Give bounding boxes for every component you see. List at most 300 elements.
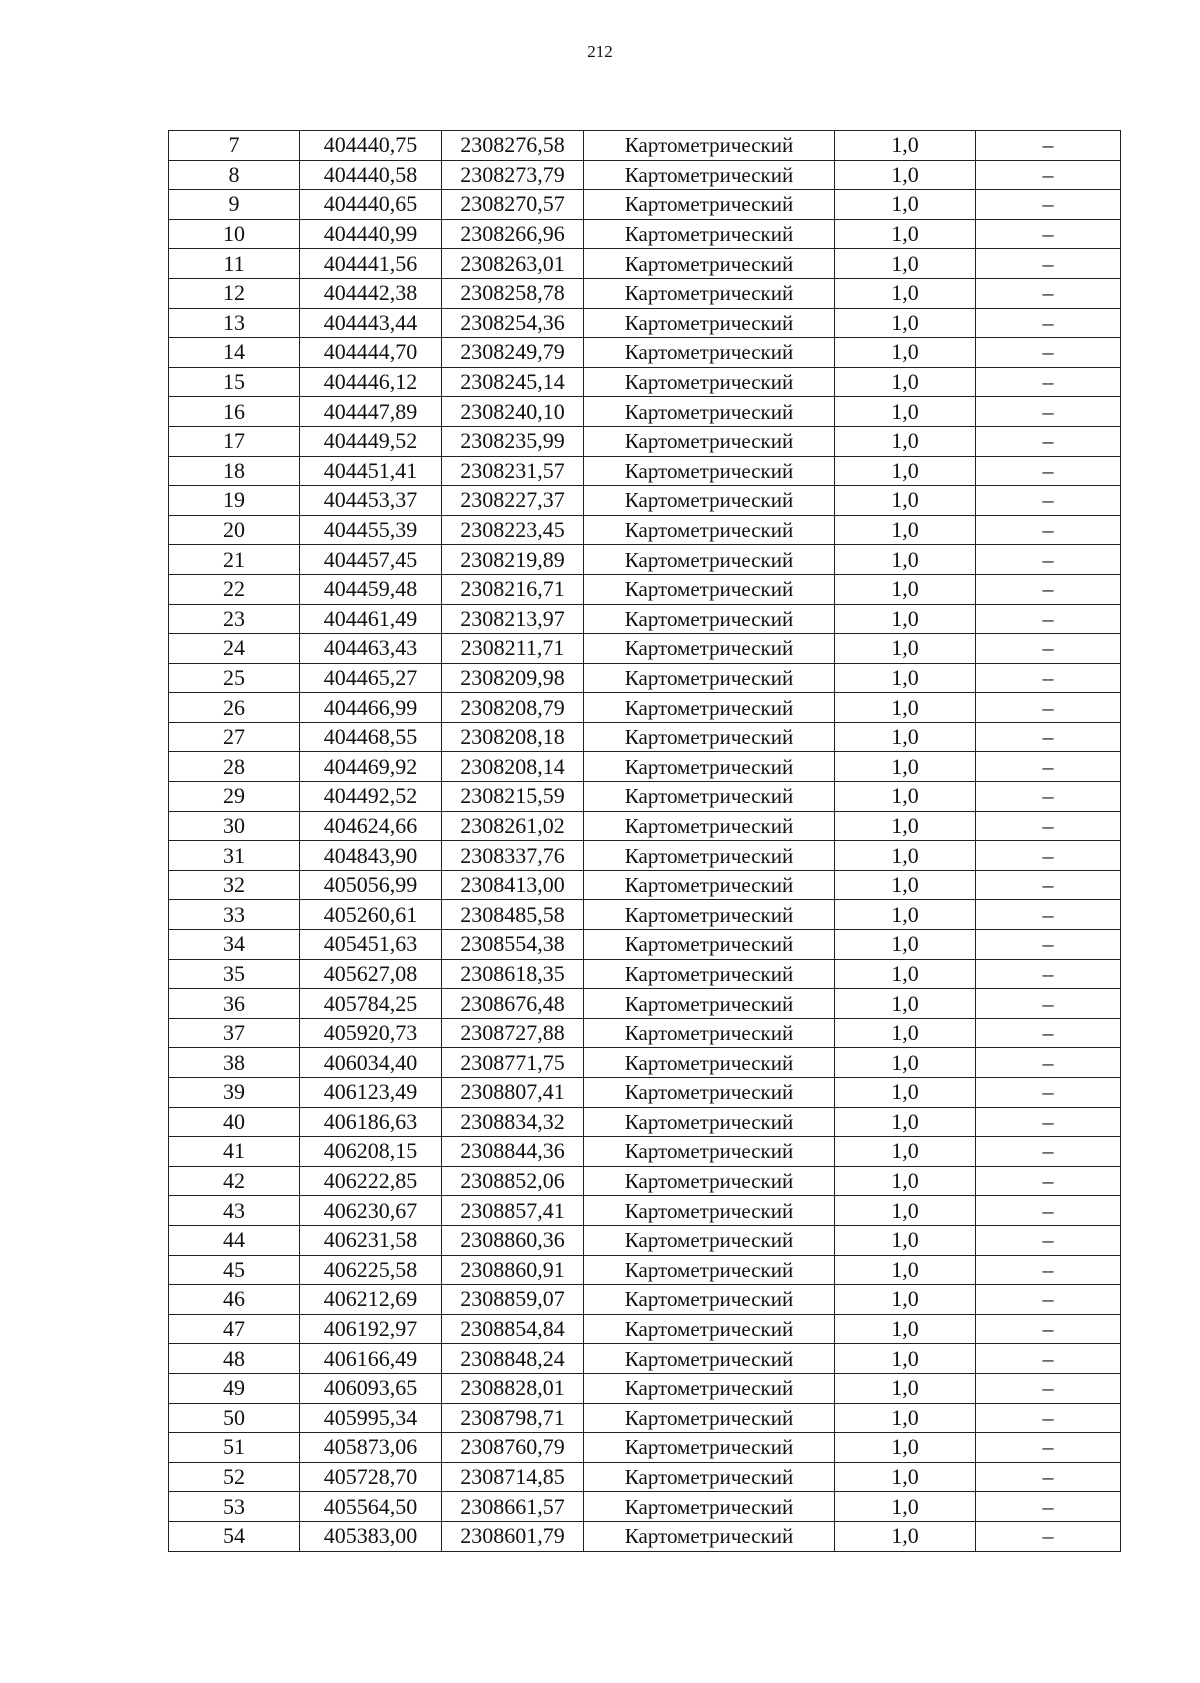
y-coordinate-cell: 2308337,76: [442, 841, 584, 871]
method-cell: Картометрический: [584, 1403, 835, 1433]
point-number-cell: 28: [169, 752, 300, 782]
point-number-cell: 34: [169, 930, 300, 960]
x-coordinate-cell: 404447,89: [300, 397, 442, 427]
accuracy-cell: 1,0: [835, 1107, 976, 1137]
accuracy-cell: 1,0: [835, 426, 976, 456]
accuracy-cell: 1,0: [835, 1314, 976, 1344]
method-cell: Картометрический: [584, 989, 835, 1019]
accuracy-cell: 1,0: [835, 1462, 976, 1492]
method-cell: Картометрический: [584, 426, 835, 456]
method-cell: Картометрический: [584, 1344, 835, 1374]
note-cell: –: [976, 456, 1121, 486]
y-coordinate-cell: 2308215,59: [442, 782, 584, 812]
method-cell: Картометрический: [584, 338, 835, 368]
table-row: [169, 219, 1121, 249]
y-coordinate-cell: 2308208,79: [442, 693, 584, 723]
x-coordinate-cell: 406034,40: [300, 1048, 442, 1078]
table-row: [169, 1373, 1121, 1403]
accuracy-cell: 1,0: [835, 397, 976, 427]
note-cell: –: [976, 1078, 1121, 1108]
point-number-cell: 24: [169, 634, 300, 664]
table-row: [169, 426, 1121, 456]
note-cell: –: [976, 930, 1121, 960]
point-number-cell: 13: [169, 308, 300, 338]
table-row: [169, 1196, 1121, 1226]
page-number: 212: [587, 42, 613, 61]
accuracy-cell: 1,0: [835, 338, 976, 368]
method-cell: Картометрический: [584, 308, 835, 338]
accuracy-cell: 1,0: [835, 1078, 976, 1108]
accuracy-cell: 1,0: [835, 634, 976, 664]
y-coordinate-cell: 2308219,89: [442, 545, 584, 575]
y-coordinate-cell: 2308661,57: [442, 1492, 584, 1522]
method-cell: Картометрический: [584, 1137, 835, 1167]
accuracy-cell: 1,0: [835, 1521, 976, 1551]
note-cell: –: [976, 663, 1121, 693]
table-row: [169, 1492, 1121, 1522]
method-cell: Картометрический: [584, 870, 835, 900]
method-cell: Картометрический: [584, 663, 835, 693]
method-cell: Картометрический: [584, 1166, 835, 1196]
x-coordinate-cell: 404465,27: [300, 663, 442, 693]
method-cell: Картометрический: [584, 1521, 835, 1551]
accuracy-cell: 1,0: [835, 930, 976, 960]
note-cell: –: [976, 545, 1121, 575]
x-coordinate-cell: 406192,97: [300, 1314, 442, 1344]
point-number-cell: 32: [169, 870, 300, 900]
note-cell: –: [976, 1048, 1121, 1078]
table-row: [169, 338, 1121, 368]
y-coordinate-cell: 2308857,41: [442, 1196, 584, 1226]
method-cell: Картометрический: [584, 1225, 835, 1255]
x-coordinate-cell: 404457,45: [300, 545, 442, 575]
y-coordinate-cell: 2308834,32: [442, 1107, 584, 1137]
x-coordinate-cell: 404440,75: [300, 131, 442, 161]
note-cell: –: [976, 959, 1121, 989]
point-number-cell: 8: [169, 160, 300, 190]
method-cell: Картометрический: [584, 1018, 835, 1048]
accuracy-cell: 1,0: [835, 515, 976, 545]
table-row: [169, 959, 1121, 989]
accuracy-cell: 1,0: [835, 160, 976, 190]
x-coordinate-cell: 404455,39: [300, 515, 442, 545]
method-cell: Картометрический: [584, 930, 835, 960]
note-cell: –: [976, 338, 1121, 368]
note-cell: –: [976, 811, 1121, 841]
x-coordinate-cell: 404843,90: [300, 841, 442, 871]
x-coordinate-cell: 405995,34: [300, 1403, 442, 1433]
method-cell: Картометрический: [584, 397, 835, 427]
note-cell: –: [976, 1433, 1121, 1463]
x-coordinate-cell: 404449,52: [300, 426, 442, 456]
y-coordinate-cell: 2308676,48: [442, 989, 584, 1019]
accuracy-cell: 1,0: [835, 545, 976, 575]
accuracy-cell: 1,0: [835, 663, 976, 693]
accuracy-cell: 1,0: [835, 900, 976, 930]
table-row: [169, 1078, 1121, 1108]
note-cell: –: [976, 1344, 1121, 1374]
y-coordinate-cell: 2308828,01: [442, 1373, 584, 1403]
point-number-cell: 44: [169, 1225, 300, 1255]
point-number-cell: 9: [169, 190, 300, 220]
x-coordinate-cell: 404451,41: [300, 456, 442, 486]
method-cell: Картометрический: [584, 1048, 835, 1078]
point-number-cell: 46: [169, 1285, 300, 1315]
table-row: [169, 663, 1121, 693]
y-coordinate-cell: 2308208,14: [442, 752, 584, 782]
y-coordinate-cell: 2308848,24: [442, 1344, 584, 1374]
table-row: [169, 397, 1121, 427]
y-coordinate-cell: 2308270,57: [442, 190, 584, 220]
note-cell: –: [976, 1521, 1121, 1551]
table-row: [169, 782, 1121, 812]
table-row: [169, 1137, 1121, 1167]
method-cell: Картометрический: [584, 604, 835, 634]
y-coordinate-cell: 2308860,91: [442, 1255, 584, 1285]
point-number-cell: 35: [169, 959, 300, 989]
note-cell: –: [976, 397, 1121, 427]
point-number-cell: 23: [169, 604, 300, 634]
table-row: [169, 841, 1121, 871]
method-cell: Картометрический: [584, 574, 835, 604]
x-coordinate-cell: 405920,73: [300, 1018, 442, 1048]
method-cell: Картометрический: [584, 131, 835, 161]
point-number-cell: 30: [169, 811, 300, 841]
y-coordinate-cell: 2308276,58: [442, 131, 584, 161]
note-cell: –: [976, 426, 1121, 456]
y-coordinate-cell: 2308852,06: [442, 1166, 584, 1196]
method-cell: Картометрический: [584, 456, 835, 486]
table-row: [169, 1403, 1121, 1433]
accuracy-cell: 1,0: [835, 308, 976, 338]
method-cell: Картометрический: [584, 841, 835, 871]
point-number-cell: 50: [169, 1403, 300, 1433]
x-coordinate-cell: 404453,37: [300, 486, 442, 516]
coordinates-table: [168, 130, 1121, 1552]
y-coordinate-cell: 2308263,01: [442, 249, 584, 279]
table-row: [169, 1433, 1121, 1463]
table-row: [169, 1521, 1121, 1551]
y-coordinate-cell: 2308209,98: [442, 663, 584, 693]
method-cell: Картометрический: [584, 160, 835, 190]
y-coordinate-cell: 2308554,38: [442, 930, 584, 960]
point-number-cell: 16: [169, 397, 300, 427]
y-coordinate-cell: 2308235,99: [442, 426, 584, 456]
table-row: [169, 131, 1121, 161]
accuracy-cell: 1,0: [835, 811, 976, 841]
method-cell: Картометрический: [584, 486, 835, 516]
y-coordinate-cell: 2308413,00: [442, 870, 584, 900]
y-coordinate-cell: 2308249,79: [442, 338, 584, 368]
method-cell: Картометрический: [584, 959, 835, 989]
accuracy-cell: 1,0: [835, 752, 976, 782]
table-row: [169, 1255, 1121, 1285]
point-number-cell: 21: [169, 545, 300, 575]
point-number-cell: 42: [169, 1166, 300, 1196]
table-row: [169, 1314, 1121, 1344]
x-coordinate-cell: 406225,58: [300, 1255, 442, 1285]
x-coordinate-cell: 404440,65: [300, 190, 442, 220]
note-cell: –: [976, 989, 1121, 1019]
accuracy-cell: 1,0: [835, 1048, 976, 1078]
note-cell: –: [976, 1492, 1121, 1522]
table-row: [169, 545, 1121, 575]
x-coordinate-cell: 404444,70: [300, 338, 442, 368]
method-cell: Картометрический: [584, 219, 835, 249]
method-cell: Картометрический: [584, 811, 835, 841]
point-number-cell: 10: [169, 219, 300, 249]
table-row: [169, 752, 1121, 782]
point-number-cell: 19: [169, 486, 300, 516]
table-row: [169, 1285, 1121, 1315]
x-coordinate-cell: 404468,55: [300, 722, 442, 752]
point-number-cell: 49: [169, 1373, 300, 1403]
table-row: [169, 249, 1121, 279]
point-number-cell: 53: [169, 1492, 300, 1522]
y-coordinate-cell: 2308231,57: [442, 456, 584, 486]
y-coordinate-cell: 2308771,75: [442, 1048, 584, 1078]
point-number-cell: 18: [169, 456, 300, 486]
accuracy-cell: 1,0: [835, 219, 976, 249]
x-coordinate-cell: 405728,70: [300, 1462, 442, 1492]
accuracy-cell: 1,0: [835, 841, 976, 871]
table-row: [169, 1344, 1121, 1374]
y-coordinate-cell: 2308859,07: [442, 1285, 584, 1315]
note-cell: –: [976, 160, 1121, 190]
note-cell: –: [976, 574, 1121, 604]
accuracy-cell: 1,0: [835, 1403, 976, 1433]
table-row: [169, 367, 1121, 397]
method-cell: Картометрический: [584, 1433, 835, 1463]
x-coordinate-cell: 406186,63: [300, 1107, 442, 1137]
x-coordinate-cell: 404442,38: [300, 278, 442, 308]
table-row: [169, 515, 1121, 545]
y-coordinate-cell: 2308760,79: [442, 1433, 584, 1463]
method-cell: Картометрический: [584, 278, 835, 308]
point-number-cell: 40: [169, 1107, 300, 1137]
accuracy-cell: 1,0: [835, 1255, 976, 1285]
table-row: [169, 634, 1121, 664]
accuracy-cell: 1,0: [835, 190, 976, 220]
point-number-cell: 29: [169, 782, 300, 812]
point-number-cell: 11: [169, 249, 300, 279]
method-cell: Картометрический: [584, 1373, 835, 1403]
y-coordinate-cell: 2308245,14: [442, 367, 584, 397]
accuracy-cell: 1,0: [835, 1166, 976, 1196]
x-coordinate-cell: 406212,69: [300, 1285, 442, 1315]
note-cell: –: [976, 249, 1121, 279]
note-cell: –: [976, 1462, 1121, 1492]
y-coordinate-cell: 2308227,37: [442, 486, 584, 516]
method-cell: Картометрический: [584, 1107, 835, 1137]
note-cell: –: [976, 634, 1121, 664]
x-coordinate-cell: 405784,25: [300, 989, 442, 1019]
accuracy-cell: 1,0: [835, 989, 976, 1019]
y-coordinate-cell: 2308844,36: [442, 1137, 584, 1167]
point-number-cell: 26: [169, 693, 300, 723]
method-cell: Картометрический: [584, 1285, 835, 1315]
note-cell: –: [976, 131, 1121, 161]
accuracy-cell: 1,0: [835, 278, 976, 308]
y-coordinate-cell: 2308258,78: [442, 278, 584, 308]
note-cell: –: [976, 308, 1121, 338]
point-number-cell: 52: [169, 1462, 300, 1492]
x-coordinate-cell: 404466,99: [300, 693, 442, 723]
table-row: [169, 900, 1121, 930]
accuracy-cell: 1,0: [835, 959, 976, 989]
accuracy-cell: 1,0: [835, 693, 976, 723]
point-number-cell: 48: [169, 1344, 300, 1374]
y-coordinate-cell: 2308485,58: [442, 900, 584, 930]
y-coordinate-cell: 2308727,88: [442, 1018, 584, 1048]
y-coordinate-cell: 2308261,02: [442, 811, 584, 841]
note-cell: –: [976, 1137, 1121, 1167]
note-cell: –: [976, 870, 1121, 900]
y-coordinate-cell: 2308860,36: [442, 1225, 584, 1255]
note-cell: –: [976, 219, 1121, 249]
y-coordinate-cell: 2308208,18: [442, 722, 584, 752]
note-cell: –: [976, 752, 1121, 782]
point-number-cell: 39: [169, 1078, 300, 1108]
note-cell: –: [976, 515, 1121, 545]
x-coordinate-cell: 405383,00: [300, 1521, 442, 1551]
method-cell: Картометрический: [584, 1078, 835, 1108]
accuracy-cell: 1,0: [835, 722, 976, 752]
note-cell: –: [976, 782, 1121, 812]
y-coordinate-cell: 2308213,97: [442, 604, 584, 634]
method-cell: Картометрический: [584, 1314, 835, 1344]
note-cell: –: [976, 1107, 1121, 1137]
x-coordinate-cell: 405564,50: [300, 1492, 442, 1522]
note-cell: –: [976, 1285, 1121, 1315]
table-row: [169, 1107, 1121, 1137]
x-coordinate-cell: 404624,66: [300, 811, 442, 841]
method-cell: Картометрический: [584, 752, 835, 782]
point-number-cell: 14: [169, 338, 300, 368]
x-coordinate-cell: 406123,49: [300, 1078, 442, 1108]
x-coordinate-cell: 404469,92: [300, 752, 442, 782]
accuracy-cell: 1,0: [835, 249, 976, 279]
y-coordinate-cell: 2308216,71: [442, 574, 584, 604]
point-number-cell: 12: [169, 278, 300, 308]
y-coordinate-cell: 2308211,71: [442, 634, 584, 664]
point-number-cell: 20: [169, 515, 300, 545]
point-number-cell: 37: [169, 1018, 300, 1048]
note-cell: –: [976, 1255, 1121, 1285]
table-row: [169, 722, 1121, 752]
table-row: [169, 930, 1121, 960]
y-coordinate-cell: 2308273,79: [442, 160, 584, 190]
x-coordinate-cell: 406093,65: [300, 1373, 442, 1403]
note-cell: –: [976, 722, 1121, 752]
x-coordinate-cell: 406208,15: [300, 1137, 442, 1167]
method-cell: Картометрический: [584, 545, 835, 575]
x-coordinate-cell: 406231,58: [300, 1225, 442, 1255]
point-number-cell: 27: [169, 722, 300, 752]
note-cell: –: [976, 367, 1121, 397]
accuracy-cell: 1,0: [835, 1373, 976, 1403]
point-number-cell: 22: [169, 574, 300, 604]
table-row: [169, 486, 1121, 516]
y-coordinate-cell: 2308223,45: [442, 515, 584, 545]
x-coordinate-cell: 404443,44: [300, 308, 442, 338]
table-row: [169, 574, 1121, 604]
x-coordinate-cell: 404441,56: [300, 249, 442, 279]
y-coordinate-cell: 2308266,96: [442, 219, 584, 249]
note-cell: –: [976, 1314, 1121, 1344]
x-coordinate-cell: 405056,99: [300, 870, 442, 900]
accuracy-cell: 1,0: [835, 1137, 976, 1167]
accuracy-cell: 1,0: [835, 1285, 976, 1315]
note-cell: –: [976, 1196, 1121, 1226]
method-cell: Картометрический: [584, 634, 835, 664]
x-coordinate-cell: 404492,52: [300, 782, 442, 812]
method-cell: Картометрический: [584, 1492, 835, 1522]
point-number-cell: 25: [169, 663, 300, 693]
coordinates-table-body: [169, 131, 1121, 1552]
x-coordinate-cell: 404446,12: [300, 367, 442, 397]
point-number-cell: 41: [169, 1137, 300, 1167]
point-number-cell: 45: [169, 1255, 300, 1285]
x-coordinate-cell: 404440,99: [300, 219, 442, 249]
table-row: [169, 160, 1121, 190]
method-cell: Картометрический: [584, 782, 835, 812]
y-coordinate-cell: 2308854,84: [442, 1314, 584, 1344]
method-cell: Картометрический: [584, 1255, 835, 1285]
note-cell: –: [976, 486, 1121, 516]
note-cell: –: [976, 900, 1121, 930]
x-coordinate-cell: 404459,48: [300, 574, 442, 604]
point-number-cell: 36: [169, 989, 300, 1019]
note-cell: –: [976, 1403, 1121, 1433]
accuracy-cell: 1,0: [835, 870, 976, 900]
table-row: [169, 278, 1121, 308]
table-row: [169, 693, 1121, 723]
method-cell: Картометрический: [584, 722, 835, 752]
note-cell: –: [976, 693, 1121, 723]
accuracy-cell: 1,0: [835, 1196, 976, 1226]
point-number-cell: 51: [169, 1433, 300, 1463]
table-row: [169, 1462, 1121, 1492]
note-cell: –: [976, 278, 1121, 308]
note-cell: –: [976, 1373, 1121, 1403]
table-row: [169, 1166, 1121, 1196]
point-number-cell: 47: [169, 1314, 300, 1344]
note-cell: –: [976, 604, 1121, 634]
accuracy-cell: 1,0: [835, 1492, 976, 1522]
x-coordinate-cell: 406222,85: [300, 1166, 442, 1196]
method-cell: Картометрический: [584, 1196, 835, 1226]
x-coordinate-cell: 406230,67: [300, 1196, 442, 1226]
method-cell: Картометрический: [584, 367, 835, 397]
point-number-cell: 31: [169, 841, 300, 871]
accuracy-cell: 1,0: [835, 574, 976, 604]
table-row: [169, 190, 1121, 220]
y-coordinate-cell: 2308618,35: [442, 959, 584, 989]
point-number-cell: 54: [169, 1521, 300, 1551]
y-coordinate-cell: 2308798,71: [442, 1403, 584, 1433]
x-coordinate-cell: 405451,63: [300, 930, 442, 960]
table-row: [169, 811, 1121, 841]
point-number-cell: 38: [169, 1048, 300, 1078]
y-coordinate-cell: 2308240,10: [442, 397, 584, 427]
accuracy-cell: 1,0: [835, 1344, 976, 1374]
note-cell: –: [976, 1018, 1121, 1048]
accuracy-cell: 1,0: [835, 1018, 976, 1048]
table-row: [169, 604, 1121, 634]
y-coordinate-cell: 2308807,41: [442, 1078, 584, 1108]
y-coordinate-cell: 2308601,79: [442, 1521, 584, 1551]
